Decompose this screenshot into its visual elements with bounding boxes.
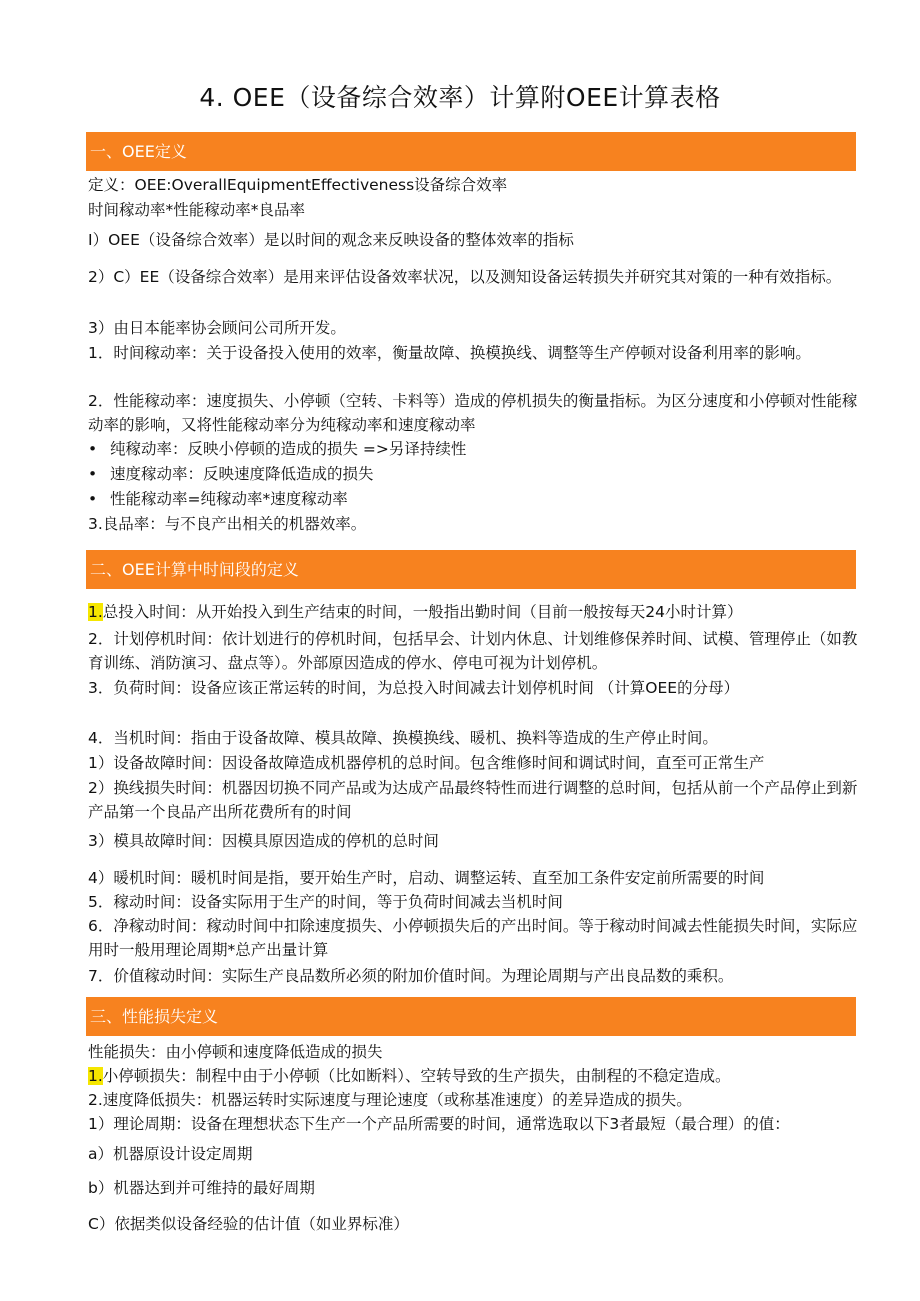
text-line: [88, 600, 858, 624]
list-item-text: 纯稼动率：反映小停顿的造成的损失 =>另译持续性: [110, 440, 467, 458]
text-line: 1）设备故障时间：因设备故障造成机器停机的总时间。包含维修时间和调试时间，直至可正常生产: [88, 754, 765, 772]
text-paragraph: 2．性能稼动率：速度损失、小停顿（空转、卡料等）造成的停机损失的衡量指标。为区分速度和小停顿对性能稼动率的影响，又将性能稼动率分为纯稼动率和速度稼动率: [88, 392, 858, 434]
section-header-oee-definition: 一、OEE定义: [86, 132, 856, 171]
section-header-time-definitions: 二、OEE计算中时间段的定义: [86, 550, 856, 589]
text-line: 1）理论周期：设备在理想状态下生产一个产品所需要的时间，通常选取以下3者最短（最合理）的值：: [88, 1115, 790, 1133]
text-line: 4）暖机时间：暖机时间是指，要开始生产时，启动、调整运转、直至加工条件安定前所需要的时间: [88, 869, 765, 887]
text-line: 2.速度降低损失：机器运转时实际速度与理论速度（或称基准速度）的差异造成的损失。: [88, 1091, 692, 1109]
list-item: [88, 462, 858, 486]
text-line: a）机器原设计设定周期: [88, 1145, 253, 1163]
text-paragraph: 3．负荷时间：设备应该正常运转的时间，为总投入时间减去计划停机时间 （计算OEE的分母）: [88, 679, 740, 697]
text-line: 4．当机时间：指由于设备故障、模具故障、换模换线、暖机、换料等造成的生产停止时间。: [88, 729, 718, 747]
bullet-icon: •: [88, 465, 98, 483]
text-line: 3.良品率：与不良产出相关的机器效率。: [88, 515, 367, 533]
definition-line: 定义：OEE:OverallEquipmentEffectiveness设备综合效率: [88, 176, 508, 194]
text-line: C）依据类似设备经验的估计值（如业界标准）: [88, 1215, 409, 1233]
text-line: 3）模具故障时间：因模具原因造成的停机的总时间: [88, 832, 439, 850]
text-paragraph: 1．时间稼动率：关于设备投入使用的效率，衡量故障、换模换线、调整等生产停顿对设备利用率的影响。: [88, 344, 811, 362]
text-line: [88, 1064, 858, 1088]
text-line: b）机器达到并可维持的最好周期: [88, 1179, 315, 1197]
text-paragraph: 2）C）EE（设备综合效率）是用来评估设备效率状况，以及测知设备运转损失并研究其对策的一种有效指标。: [88, 268, 842, 286]
list-item: [88, 437, 858, 461]
highlighted-number: 1.: [88, 603, 103, 621]
page-title: 4. OEE（设备综合效率）计算附OEE计算表格: [199, 83, 721, 112]
formula-line: 时间稼动率*性能稼动率*良品率: [88, 201, 306, 219]
text-paragraph: 2）换线损失时间：机器因切换不同产品或为达成产品最终特性而进行调整的总时间，包括从前一个产品停止到新产品第一个良品产出所花费所有的时间: [88, 779, 858, 821]
section-header-performance-loss: 三、性能损失定义: [86, 997, 856, 1036]
list-item-text: 性能稼动率=纯稼动率*速度稼动率: [110, 490, 348, 508]
bullet-icon: •: [88, 440, 98, 458]
highlighted-number: 1.: [88, 1067, 103, 1085]
text-line-content: 小停顿损失：制程中由于小停顿（比如断料）、空转导致的生产损失，由制程的不稳定造成。: [102, 1067, 731, 1085]
text-line-content: 总投入时间：从开始投入到生产结束的时间，一般指出勤时间（目前一般按每天24小时计算）: [102, 603, 743, 621]
text-paragraph: 6．净稼动时间：稼动时间中扣除速度损失、小停顿损失后的产出时间。等于稼动时间减去性能损失时间，实际应用时一般用理论周期*总产出量计算: [88, 917, 858, 959]
text-line: 5．稼动时间：设备实际用于生产的时间，等于负荷时间减去当机时间: [88, 893, 563, 911]
text-line: I）OEE（设备综合效率）是以时间的观念来反映设备的整体效率的指标: [88, 231, 574, 249]
text-line: 7．价值稼动时间：实际生产良品数所必须的附加价值时间。为理论周期与产出良品数的乘积。: [88, 967, 734, 985]
text-line: 性能损失：由小停顿和速度降低造成的损失: [88, 1043, 383, 1061]
bullet-icon: •: [88, 490, 98, 508]
text-line: 3）由日本能率协会顾问公司所开发。: [88, 319, 346, 337]
text-paragraph: 2．计划停机时间：依计划进行的停机时间，包括早会、计划内休息、计划维修保养时间、试模、管理停止（如教育训练、消防演习、盘点等）。外部原因造成的停水、停电可视为计划停机。: [88, 630, 858, 672]
list-item-text: 速度稼动率：反映速度降低造成的损失: [110, 465, 374, 483]
list-item: [88, 487, 858, 511]
